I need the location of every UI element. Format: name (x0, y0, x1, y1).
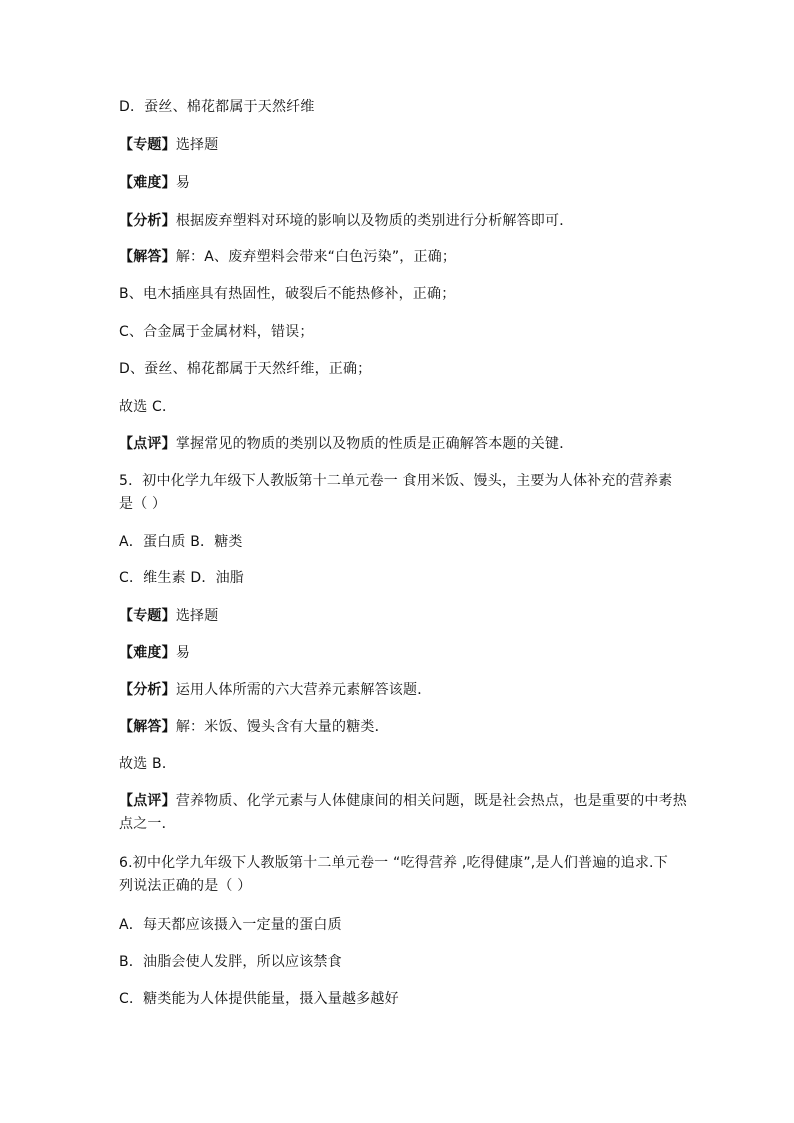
answer-b-line (119, 283, 699, 305)
answer-text: 解：A、废弃塑料会带来“白色污染”，正确； (175, 249, 457, 265)
difficulty-line-q5 (119, 642, 699, 664)
analysis-tag: 【分析】 (119, 682, 176, 698)
answer-text: 解：米饭、馒头含有大量的糖类． (175, 719, 389, 735)
question-5-line1 (119, 470, 699, 492)
topic-text: 选择题 (175, 608, 219, 624)
options-ab-text: A．蛋白质 B．糖类 (119, 534, 243, 550)
difficulty-tag: 【难度】 (119, 175, 176, 191)
answer-line-q4 (119, 246, 699, 268)
answer-b-text: B、电木插座具有热固性，破裂后不能热修补，正确； (119, 286, 456, 302)
choice-line-q4 (119, 396, 699, 418)
options-ab-q5 (119, 531, 699, 553)
option-b-text: B．油脂会使人发胖，所以应该禁食 (119, 954, 342, 970)
choice-line-q5 (119, 753, 699, 775)
answer-d-text: D、蚕丝、棉花都属于天然纤维，正确； (119, 361, 372, 377)
option-b-q6 (119, 951, 699, 973)
topic-line-q5 (119, 605, 699, 627)
comment-line-q5-cont (119, 813, 699, 835)
option-a-q6 (119, 914, 699, 936)
comment-tag: 【点评】 (119, 793, 176, 809)
answer-c-line (119, 321, 699, 343)
analysis-text: 运用人体所需的六大营养元素解答该题． (175, 682, 432, 698)
choice-text: 故选 B． (119, 756, 177, 772)
comment-text: 营养物质、化学元素与人体健康间的相关问题，既是社会热点，也是重要的中考热 (175, 793, 688, 809)
answer-d-line (119, 358, 699, 380)
question-5-text: 5．初中化学九年级下人教版第十二单元卷一 食用米饭、馒头，主要为人体补充的营养素 (119, 473, 673, 489)
analysis-line-q5 (119, 679, 699, 701)
question-6-text: 6.初中化学九年级下人教版第十二单元卷一 “吃得营养 ,吃得健康”,是人们普遍的追求.下 (119, 855, 668, 871)
difficulty-text: 易 (175, 645, 191, 661)
question-6-line2 (119, 875, 699, 897)
option-c-q6 (119, 988, 699, 1010)
comment-tag: 【点评】 (119, 436, 176, 452)
topic-text: 选择题 (175, 137, 219, 153)
difficulty-text: 易 (175, 175, 191, 191)
topic-tag: 【专题】 (119, 608, 176, 624)
answer-c-text: C、合金属于金属材料，错误； (119, 324, 314, 340)
topic-tag: 【专题】 (119, 137, 176, 153)
question-5-line2 (119, 493, 699, 515)
options-cd-text: C．维生素 D．油脂 (119, 570, 245, 586)
comment-line-q5 (119, 790, 699, 812)
option-d-q4 (119, 96, 699, 118)
difficulty-line-q4 (119, 172, 699, 194)
question-6-line1 (119, 852, 699, 874)
comment-text-cont: 点之一． (119, 816, 176, 832)
option-text: D．蚕丝、棉花都属于天然纤维 (119, 99, 315, 115)
question-6-text-cont: 列说法正确的是（ ） (119, 878, 252, 894)
options-cd-q5 (119, 567, 699, 589)
option-c-text: C．糖类能为人体提供能量，摄入量越多越好 (119, 991, 399, 1007)
difficulty-tag: 【难度】 (119, 645, 176, 661)
topic-line-q4 (119, 134, 699, 156)
option-a-text: A．每天都应该摄入一定量的蛋白质 (119, 917, 342, 933)
answer-tag: 【解答】 (119, 249, 176, 265)
answer-tag: 【解答】 (119, 719, 176, 735)
analysis-tag: 【分析】 (119, 213, 176, 229)
analysis-line-q4 (119, 210, 699, 232)
comment-text: 掌握常见的物质的类别以及物质的性质是正确解答本题的关键． (175, 436, 574, 452)
analysis-text: 根据废弃塑料对环境的影响以及物质的类别进行分析解答即可． (175, 213, 574, 229)
answer-line-q5 (119, 716, 699, 738)
choice-text: 故选 C． (119, 399, 177, 415)
question-5-text-cont: 是（ ） (119, 496, 167, 512)
comment-line-q4 (119, 433, 699, 455)
